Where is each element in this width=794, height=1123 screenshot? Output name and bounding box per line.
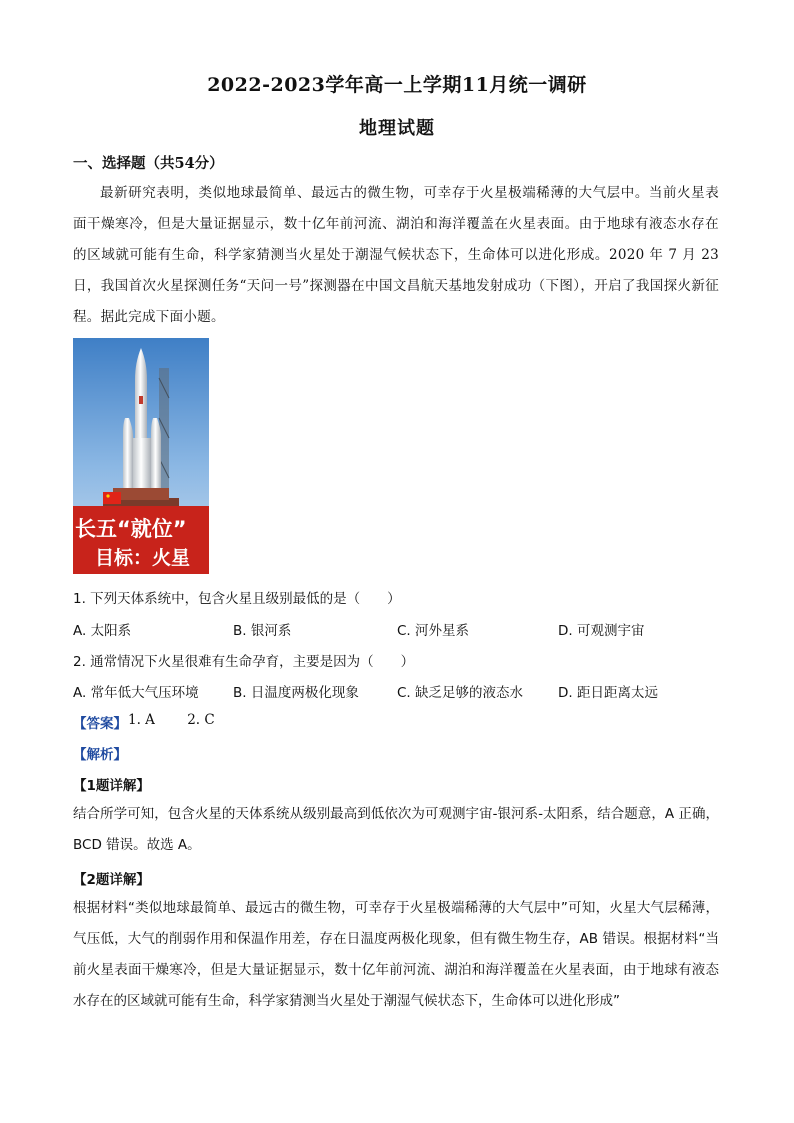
exam-title: 2022-2023学年高一上学期11月统一调研 — [207, 74, 587, 96]
q2-option-b: B. 日温度两极化现象 — [233, 685, 359, 701]
question-2-stem: 2. 通常情况下火星很难有生命孕育，主要是因为（ ） — [73, 654, 415, 670]
figure-caption-line2: 目标：火星 — [95, 547, 191, 569]
q2-option-d: D. 距日距离太远 — [558, 685, 658, 701]
flag-icon — [103, 492, 121, 504]
question-1-stem: 1. 下列天体系统中，包含火星且级别最低的是（ ） — [73, 591, 401, 607]
q1-option-a: A. 太阳系 — [73, 623, 132, 639]
q2-detail-heading: 【2题详解】 — [73, 872, 150, 888]
rocket-illustration — [73, 338, 209, 574]
answer-1: 1. A — [128, 712, 155, 728]
q2-detail-text: 根据材料“类似地球最简单、最远古的微生物，可幸存于火星极端稀薄的大气层中”可知，火星大气层稀薄，气压低，大气的削弱作用和保温作用差，存在日温度两极化现象，但有微生物生存，AB 错误。根据材料“当前火星表面干燥寒冷，但是大量证据显示，数十亿年前河流、湖泊和海洋覆盖在火星表面，由于地球有液态水存在的区域就可能有生命，科学家猜测当火星处于潮湿气候状态下，生命体可以进化形成” — [73, 900, 719, 1009]
q2-option-a: A. 常年低大气压环境 — [73, 685, 199, 701]
analysis-label: 【解析】 — [73, 747, 127, 763]
q1-option-b: B. 银河系 — [233, 623, 292, 639]
material-paragraph: 最新研究表明，类似地球最简单、最远古的微生物，可幸存于火星极端稀薄的大气层中。当前火星表面干燥寒冷，但是大量证据显示，数十亿年前河流、湖泊和海洋覆盖在火星表面。由于地球有液态水存在的区域就可能有生命，科学家猜测当火星处于潮湿气候状态下，生命体可以进化形成。2020 年 7 月 23 日，我国首次火星探测任务“天问一号”探测器在中国文昌航天基地发射成功（下图），开启了我国探火新征程。据此完成下面小题。 — [73, 185, 719, 325]
rocket-launch-image — [73, 338, 209, 574]
exam-subtitle: 地理试题 — [359, 118, 435, 139]
q1-option-c: C. 河外星系 — [397, 623, 470, 639]
question-2-options — [73, 681, 733, 701]
q1-option-d: D. 可观测宇宙 — [558, 623, 645, 639]
q1-detail-text: 结合所学可知，包含火星的天体系统从级别最高到低依次为可观测宇宙-银河系-太阳系，结合题意，A 正确，BCD 错误。故选 A。 — [73, 806, 719, 853]
section-heading: 一、选择题（共54分） — [73, 155, 224, 172]
question-1-options — [73, 619, 733, 639]
answer-values — [128, 712, 243, 728]
q1-detail-heading: 【1题详解】 — [73, 778, 150, 794]
q2-option-c: C. 缺乏足够的液态水 — [397, 685, 524, 701]
answer-label: 【答案】 — [73, 716, 127, 732]
answer-2: 2. C — [187, 712, 215, 728]
figure-caption-line1: 长五“就位” — [75, 517, 187, 541]
